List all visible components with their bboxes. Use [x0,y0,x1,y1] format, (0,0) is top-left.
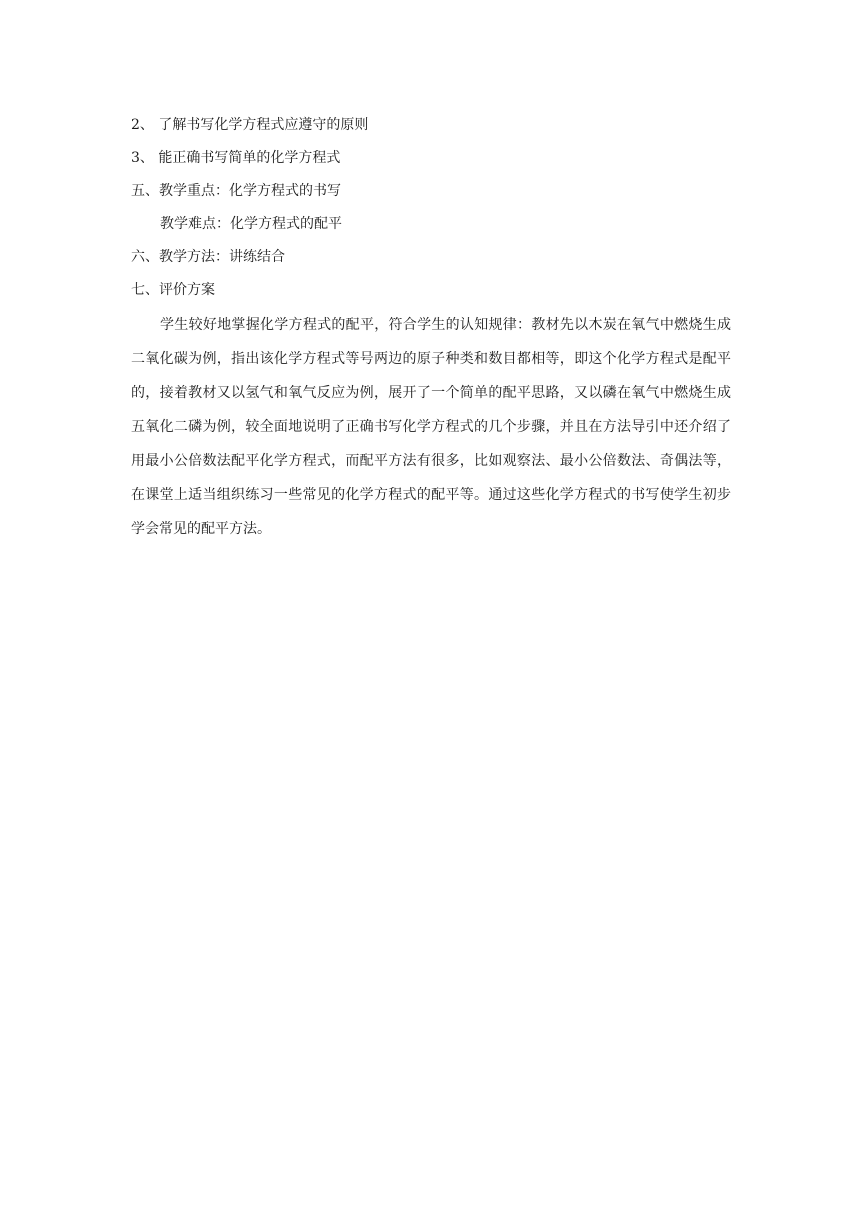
teaching-difficulty-line: 教学难点：化学方程式的配平 [160,216,342,232]
document-body [131,109,731,546]
evaluation-plan-heading: 七、评价方案 [131,282,215,298]
objective-2-line: 2、 了解书写化学方程式应遵守的原则 [131,117,369,133]
evaluation-paragraph: 学生较好地掌握化学方程式的配平，符合学生的认知规律：教材先以木炭在氧气中燃烧生成二氧化碳为例，指出该化学方程式等号两边的原子种类和数目都相等，即这个化学方程式是配平的，接着教材又以氢气和氧气反应为例，展开了一个简单的配平思路，又以磷在氧气中燃烧生成五氧化二磷为例，较全面地说明了正确书写化学方程式的几个步骤，并且在方法导引中还介绍了用最小公倍数法配平化学方程式，而配平方法有很多，比如观察法、最小公倍数法、奇偶法等，在课堂上适当组织练习一些常见的化学方程式的配平等。通过这些化学方程式的书写使学生初步学会常见的配平方法。 [131,317,731,537]
teaching-focus-heading: 五、教学重点：化学方程式的书写 [131,183,341,199]
teaching-method-heading: 六、教学方法：讲练结合 [131,249,285,265]
objective-3-line: 3、 能正确书写简单的化学方程式 [131,150,341,166]
